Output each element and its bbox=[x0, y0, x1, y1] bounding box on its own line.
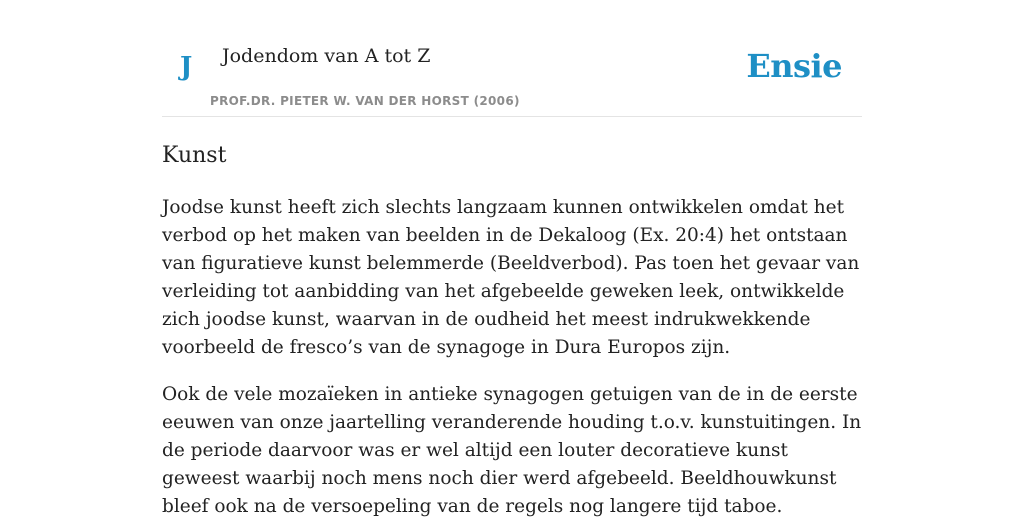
book-author: PROF.DR. PIETER W. VAN DER HORST (2006) bbox=[210, 94, 520, 108]
book-title[interactable]: Jodendom van A tot Z bbox=[222, 45, 431, 67]
article-paragraph: Ook de vele mozaïeken in antieke synagogen getuigen van de in de eerste eeuwen van onze jaartelling veranderende houding t.o.v. kunstuitingen. In de periode daarvoor was er wel altijd een louter decoratieve kunst geweest waarbij noch mens noch dier werd afgebeeld. Beeldhouwkunst bleef ook na de versoepeling van de regels nog langere tijd taboe. bbox=[162, 384, 862, 518]
page-container bbox=[162, 0, 862, 521]
ensie-logo[interactable]: Ensie bbox=[746, 47, 842, 85]
header bbox=[162, 0, 862, 117]
article-paragraph: Joodse kunst heeft zich slechts langzaam kunnen ontwikkelen omdat het verbod op het maken van beelden in de Dekaloog (Ex. 20:4) het ontstaan van figuratieve kunst belemmerde (Beeldverbod). Pas toen het gevaar van verleiding tot aanbidding van het afgebeelde geweken leek, ontwikkelde zich joodse kunst, waarvan in de oudheid het meest indrukwekkende voorbeeld de fresco’s van de synagoge in Dura Europos zijn. bbox=[162, 197, 860, 359]
article-title: Kunst bbox=[162, 143, 227, 168]
book-logo[interactable]: J bbox=[180, 52, 193, 82]
